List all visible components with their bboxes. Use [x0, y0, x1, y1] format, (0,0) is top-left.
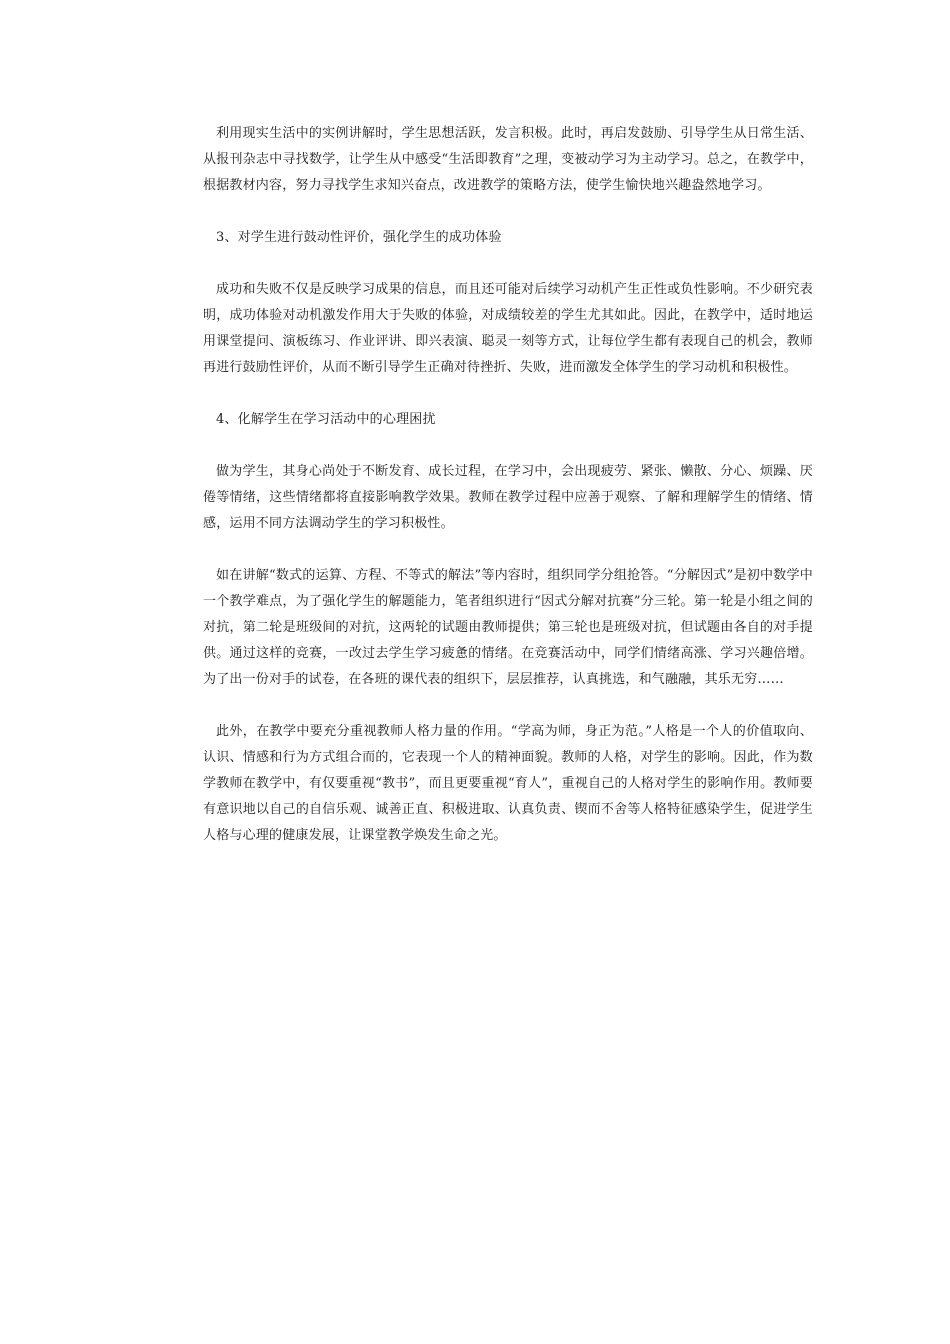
paragraph-gap [203, 693, 813, 719]
section-heading-4: 4、化解学生在学习活动中的心理困扰 [216, 412, 436, 427]
paragraph-gap [203, 381, 813, 407]
paragraph-real-life-examples: 利用现实生活中的实例讲解时，学生思想活跃，发言积极。此时，再启发鼓励、引导学生从日常生活、从报刊杂志中寻找数学，让学生从中感受“生活即教育”之理，变被动学习为主动学习。总之，在教学中，根据教材内容，努力寻找学生求知兴奋点，改进教学的策略方法，使学生愉快地兴趣盎然地学习。 [203, 126, 813, 193]
paragraph-factoring-contest: 如在讲解“数式的运算、方程、不等式的解法”等内容时，组织同学分组抢答。“分解因式”是初中数学中一个教学难点，为了强化学生的解题能力，笔者组织进行“因式分解对抗赛”分三轮。第一轮是小组之间的对抗，第二轮是班级间的对抗，这两轮的试题由教师提供；第三轮也是班级对抗，但试题由各自的对手提供。通过这样的竞赛，一改过去学生学习疲惫的情绪。在竞赛活动中，同学们情绪高涨、学习兴趣倍增。为了出一份对手的试卷，在各班的课代表的组织下，层层推荐，认真挑选，和气融融，其乐无穷…… [203, 568, 813, 687]
section-heading-3: 3、对学生进行鼓动性评价，强化学生的成功体验 [216, 230, 502, 245]
paragraph-gap [203, 433, 813, 459]
paragraph-gap [203, 537, 813, 563]
paragraph-gap [203, 199, 813, 225]
paragraph-teacher-personality: 此外，在教学中要充分重视教师人格力量的作用。“学高为师，身正为范。”人格是一个人的价值取向、认识、情感和行为方式组合而的，它表现一个人的精神面貌。教师的人格，对学生的影响。因此，作为数学教师在教学中，有仅要重视“教书”，而且更要重视“育人”，重视自己的人格对学生的影响作用。教师要有意识地以自己的自信乐观、诚善正直、积极进取、认真负责、锲而不舍等人格特征感染学生，促进学生人格与心理的健康发展，让课堂教学焕发生命之光。 [203, 724, 813, 843]
paragraph-success-failure: 成功和失败不仅是反映学习成果的信息，而且还可能对后续学习动机产生正性或负性影响。不少研究表明，成功体验对动机激发作用大于失败的体验，对成绩较差的学生尤其如此。因此，在教学中，适时地运用课堂提问、演板练习、作业评讲、即兴表演、聪灵一刻等方式，让每位学生都有表现自己的机会，教师再进行鼓励性评价，从而不断引导学生正确对待挫折、失败，进而激发全体学生的学习动机和积极性。 [203, 282, 813, 375]
paragraph-student-emotions: 做为学生，其身心尚处于不断发育、成长过程，在学习中，会出现疲劳、紧张、懒散、分心、烦躁、厌倦等情绪，这些情绪都将直接影响教学效果。教师在教学过程中应善于观察、了解和理解学生的情绪、情感，运用不同方法调动学生的学习积极性。 [203, 464, 813, 531]
paragraph-gap [203, 251, 813, 277]
document-body [203, 121, 813, 849]
